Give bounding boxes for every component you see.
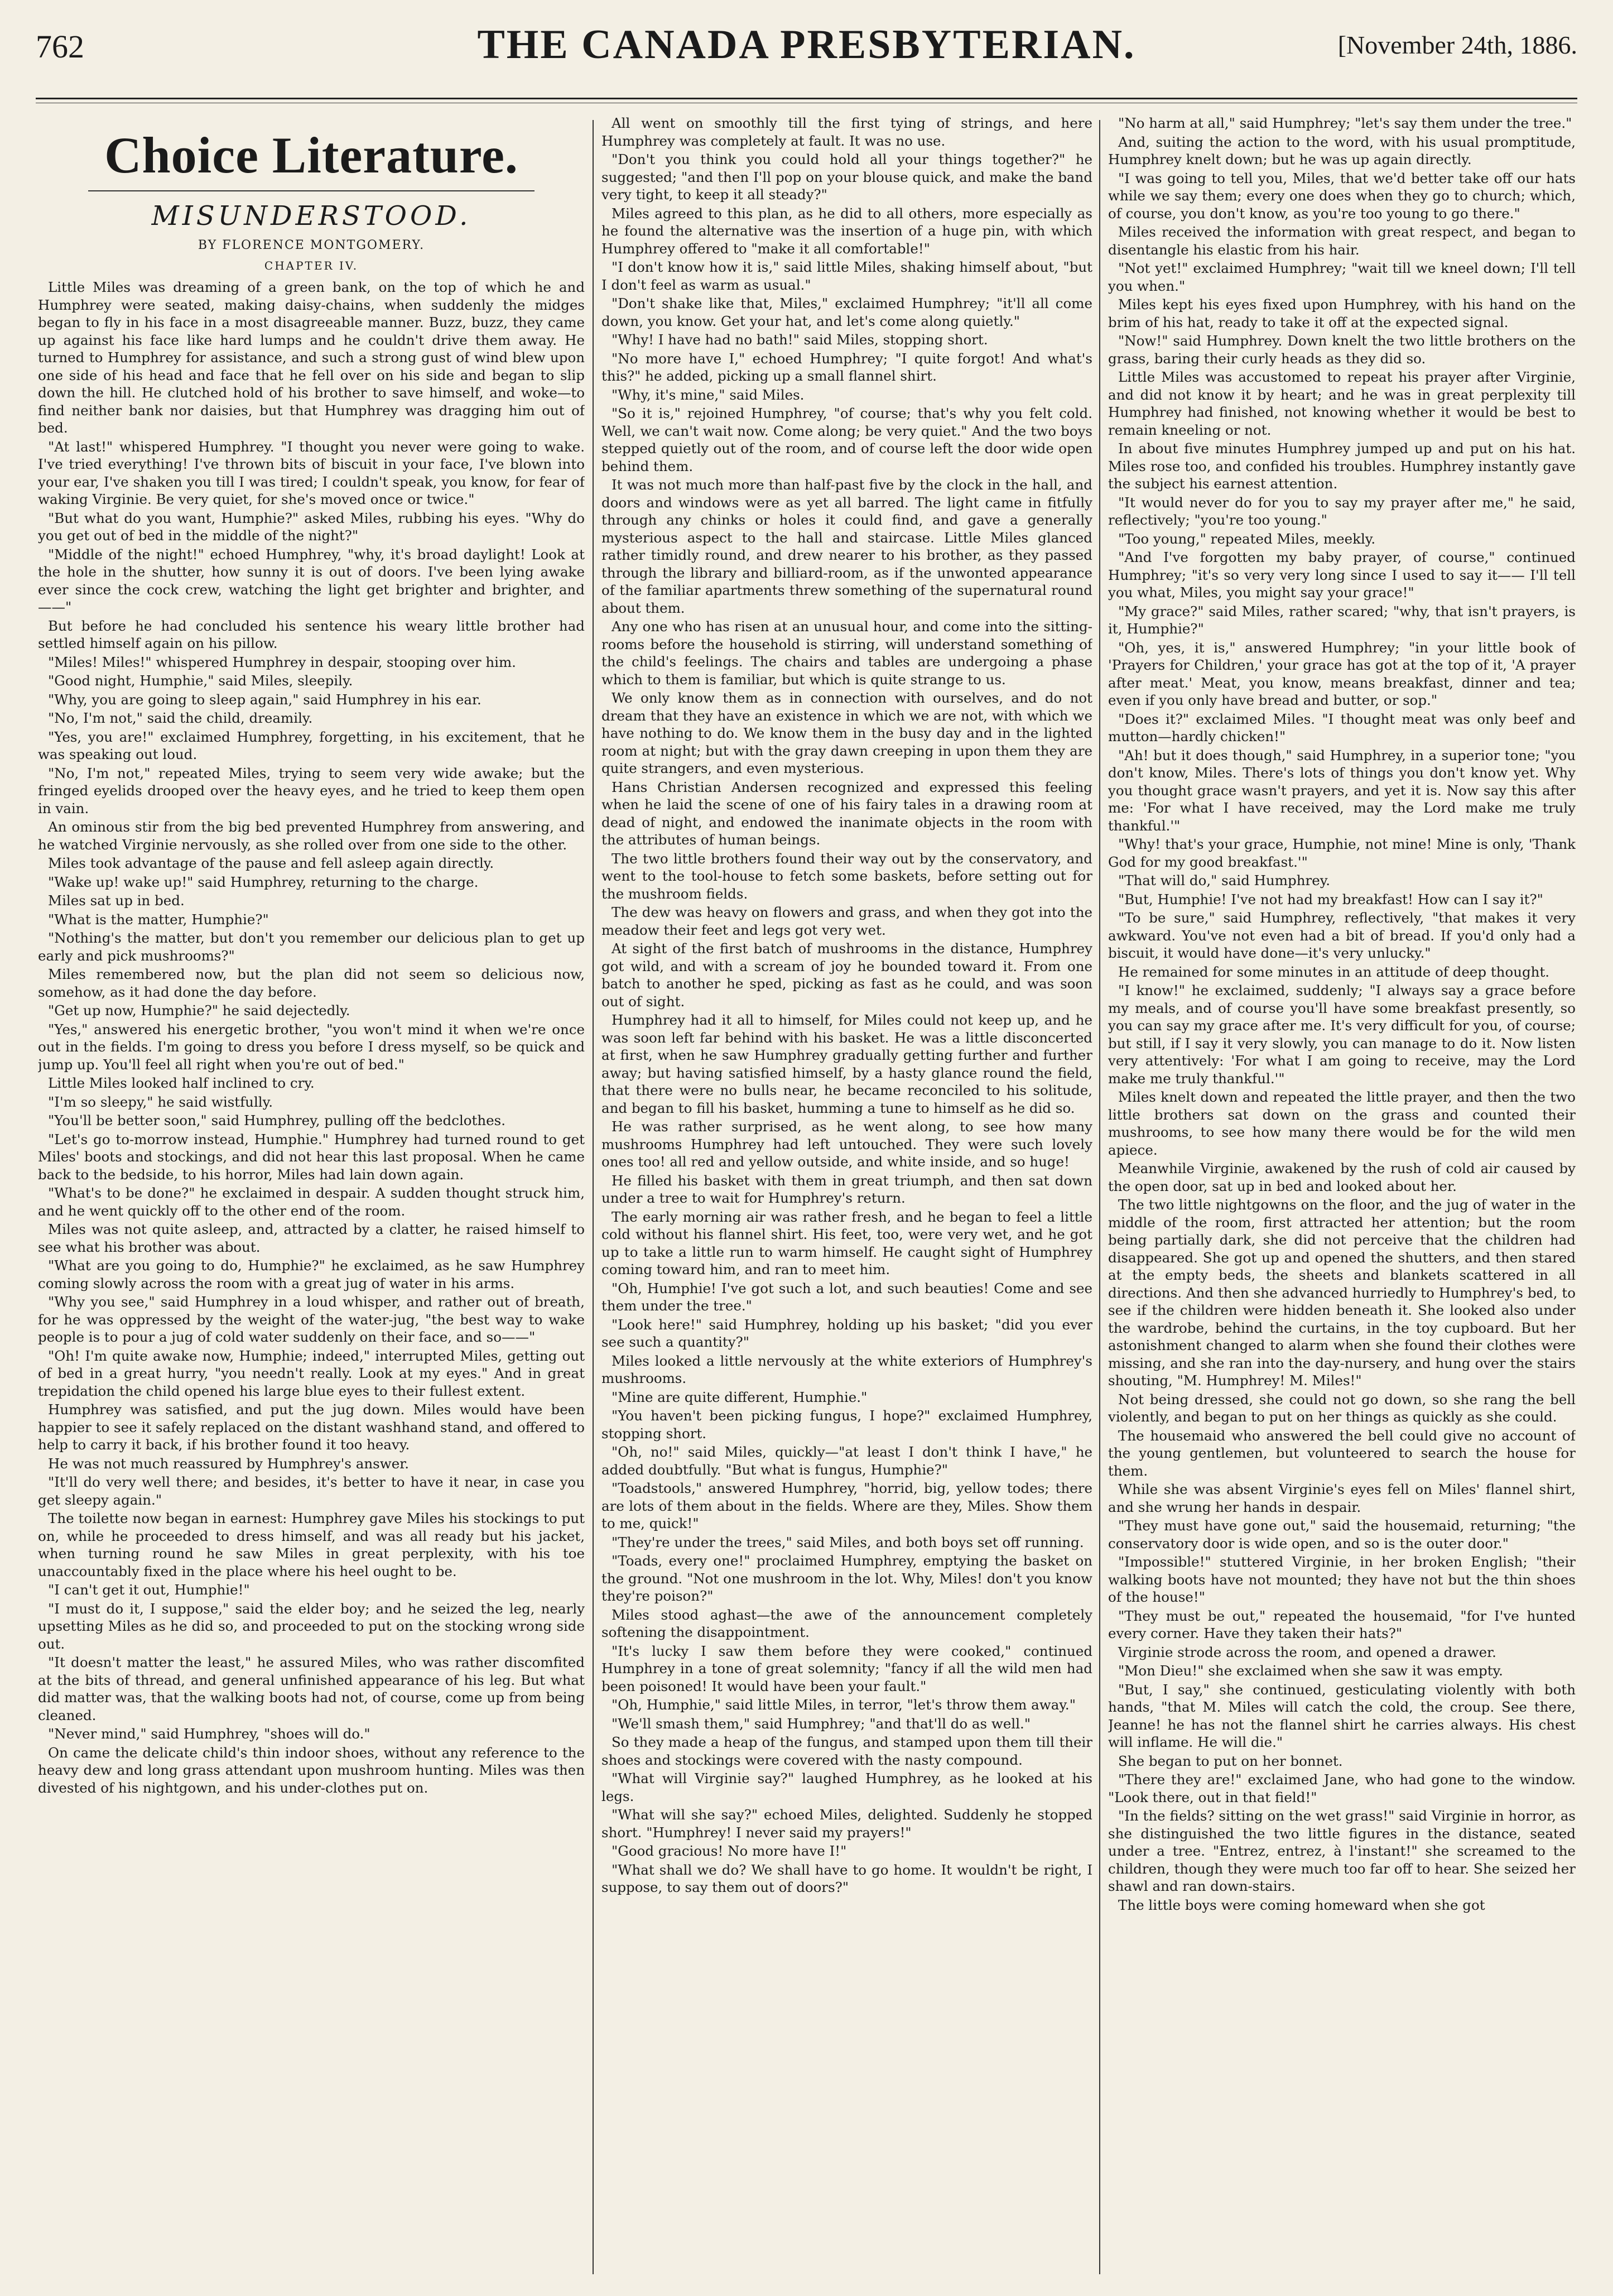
paragraph: He was rather surprised, as he went along, to see how many mushrooms Humphrey had left untouched. They were such lovely ones too! all red and yellow outside, and white inside, and so huge!	[601, 1118, 1092, 1170]
paragraph: "No more have I," echoed Humphrey; "I quite forgot! And what's this?" he added, picking up a small flannel shirt.	[601, 350, 1092, 384]
paragraph: Miles looked a little nervously at the white exteriors of Humphrey's mushrooms.	[601, 1352, 1092, 1386]
paragraph: Miles stood aghast—the awe of the announcement completely softening the disappointment.	[601, 1606, 1092, 1640]
page-number: 762	[36, 28, 84, 65]
paragraph: Miles sat up in bed.	[48, 892, 185, 909]
paragraph: And, suiting the action to the word, with his usual promptitude, Humphrey knelt down; but he was up again directly.	[1108, 133, 1576, 167]
paragraph: The early morning air was rather fresh, and he began to feel a little cold without his flannel shirt. His feet, too, were very wet, and he got up to take a little run to warm himself. He caught sight of Humphrey coming toward him, and ran to meet him.	[601, 1208, 1092, 1277]
paragraph: The two little brothers found their way out by the conservatory, and went to the tool-house to fetch some baskets, before setting out for the mushroom fields.	[601, 850, 1092, 902]
issue-date: [November 24th, 1886.	[1337, 31, 1577, 59]
paragraph: But before he had concluded his sentence his weary little brother had settled himself again on his pillow.	[38, 617, 585, 651]
paragraph: "Impossible!" stuttered Virginie, in her broken English; "their walking boots have not mounted; they have not but the thin shoes of the house!"	[1108, 1554, 1576, 1605]
paragraph: "I'm so sleepy," he said wistfully.	[48, 1093, 273, 1110]
paragraph: "They must have gone out," said the housemaid, returning; "the conservatory door is wide open, and so is the outer door."	[1108, 1517, 1576, 1552]
column-3	[1108, 114, 1576, 2280]
paragraph: In about five minutes Humphrey jumped up and put on his hat. Miles rose too, and confided his troubles. Humphrey instantly gave the subject his earnest attention.	[1108, 440, 1576, 492]
paragraph: "Too young," repeated Miles, meekly.	[1118, 530, 1376, 547]
paragraph: At sight of the first batch of mushrooms in the distance, Humphrey got wild, and with a scream of joy he bounded toward it. From one batch to another he sped, picking as fast as he could, and was soon out of sight.	[601, 940, 1092, 1010]
chapter-heading: CHAPTER IV.	[264, 259, 359, 272]
paragraph: "I don't know how it is," said little Miles, shaking himself about, "but I don't feel as warm as usual."	[601, 259, 1092, 293]
column-divider	[1099, 120, 1100, 2274]
paragraph: "They're under the trees," said Miles, and both boys set off running.	[612, 1534, 1084, 1550]
paragraph: "In the fields? sitting on the wet grass!" said Virginie in horror, as she distinguished the two little figures in the distance, seated under a tree. "Entrez, entrez, à l'instant!" she screamed to the children, though they were much too far off to hear. She seized her shawl and ran down-stairs.	[1108, 1808, 1576, 1894]
paragraph: "Mine are quite different, Humphie."	[612, 1389, 868, 1405]
paragraph: "Why! that's your grace, Humphie, not mine! Mine is only, 'Thank God for my good breakfast.'"	[1108, 836, 1576, 870]
paragraph: "No harm at all," said Humphrey; "let's say them under the tree."	[1118, 115, 1572, 131]
paragraph: Miles remembered now, but the plan did not seem so delicious now, somehow, as it had done the day before.	[38, 966, 585, 1000]
byline: BY FLORENCE MONTGOMERY.	[198, 238, 425, 252]
column-2	[601, 114, 1092, 2280]
column-2-text	[601, 114, 1092, 1896]
paragraph: "It doesn't matter the least," he assured Miles, who was rather discomfited at the bits of thread, and general unfinished appearance of his leg. But what did matter was, that the walking boots had not, of course, come up from being cleaned.	[38, 1654, 585, 1723]
paragraph: He filled his basket with them in great triumph, and then sat down under a tree to wait for Humphrey's return.	[601, 1172, 1092, 1206]
paragraph: "It would never do for you to say my prayer after me," he said, reflectively; "you're too young."	[1108, 494, 1576, 528]
paragraph: "Oh! I'm quite awake now, Humphie; indeed," interrupted Miles, getting out of bed in a great hurry, "you needn't really. Look at my eyes." And in great trepidation the child opened his large blue eyes to their fullest extent.	[38, 1347, 585, 1399]
paragraph: "So it is," rejoined Humphrey, "of course; that's why you felt cold. Well, we can't wait now. Come along; be very quiet." And the two boys stepped quietly out of the room, and of course left the door wide open behind them.	[601, 405, 1092, 474]
paragraph: It was not much more than half-past five by the clock in the hall, and doors and windows were as yet all barred. The light came in fitfully through any chinks or holes it could find, and gave a generally mysterious aspect to the hall and staircase. Little Miles glanced rather timidly round, and drew nearer to his brother, as they passed through the library and billiard-room, as if the unwonted appearance of the familiar apartments threw something of the supernatural round about them.	[601, 477, 1092, 616]
paragraph: "There they are!" exclaimed Jane, who had gone to the window. "Look there, out in that field!"	[1108, 1771, 1576, 1805]
section-heading: Choice Literature.	[104, 127, 518, 184]
paragraph: Little Miles was accustomed to repeat his prayer after Virginie, and did not know it by heart; and he was in great perplexity till Humphrey had finished, not knowing whether it would be best to remain kneeling or not.	[1108, 369, 1576, 438]
paragraph: "Mon Dieu!" she exclaimed when she saw it was empty.	[1118, 1663, 1503, 1679]
paragraph: So they made a heap of the fungus, and stamped upon them till their shoes and stockings were covered with the nasty compound.	[601, 1734, 1092, 1768]
paragraph: The housemaid who answered the bell could give no account of the young gentlemen, but volunteered to search the house for them.	[1108, 1427, 1576, 1479]
paragraph: The dew was heavy on flowers and grass, and when they got into the meadow their feet and legs got very wet.	[601, 904, 1092, 938]
paragraph: "My grace?" said Miles, rather scared; "why, that isn't prayers, is it, Humphie?"	[1108, 603, 1576, 637]
newspaper-title: THE CANADA PRESBYTERIAN.	[477, 22, 1136, 68]
masthead	[36, 17, 1577, 100]
paragraph: "Does it?" exclaimed Miles. "I thought meat was only beef and mutton—hardly chicken!"	[1108, 710, 1576, 744]
paragraph: "Nothing's the matter, but don't you remember our delicious plan to get up early and pick mushrooms?"	[38, 930, 585, 964]
paragraph: "No, I'm not," repeated Miles, trying to seem very wide awake; but the fringed eyelids drooped over the heavy eyes, and he tried to keep them open in vain.	[38, 765, 585, 816]
paragraph: Miles took advantage of the pause and fell asleep again directly.	[48, 855, 494, 871]
paragraph: She began to put on her bonnet.	[1118, 1752, 1343, 1769]
paragraph: "Toadstools," answered Humphrey, "horrid, big, yellow todes; there are lots of them about in the fields. Where are they, Miles. Show them to me, quick!"	[601, 1480, 1092, 1531]
paragraph: "Oh, Humphie," said little Miles, in terror, "let's throw them away."	[612, 1697, 1076, 1713]
paragraph: "Good night, Humphie," said Miles, sleepily.	[48, 673, 353, 689]
paragraph: "I can't get it out, Humphie!"	[48, 1582, 250, 1598]
paragraph: Miles knelt down and repeated the little prayer, and then the two little brothers sat down on the grass and counted their mushrooms, to see how many there would be for the wild men apiece.	[1108, 1089, 1576, 1158]
paragraph: He was not much reassured by Humphrey's answer.	[48, 1455, 410, 1472]
paragraph: Any one who has risen at an unusual hour, and come into the sitting-rooms before the household is stirring, will understand something of the child's feelings. The chairs and tables are undergoing a phase which to them is familiar, but which is quite strange to us.	[601, 618, 1092, 688]
paragraph: "I must do it, I suppose," said the elder boy; and he seized the leg, nearly upsetting Miles as he did so, and proceeded to put on the stocking wrong side out.	[38, 1600, 585, 1652]
paragraph: "I know!" he exclaimed, suddenly; "I always say a grace before my meals, and of course you'll have some breakfast presently, so you can say my grace after me. It's very difficult for you, of course; but still, if I say it very slowly, you can manage to do it. Now listen very attentively: 'For what I am going to receive, may the Lord make me truly thankful.'"	[1108, 982, 1576, 1087]
paragraph: The toilette now began in earnest: Humphrey gave Miles his stockings to put on, while he proceeded to dress himself, and was all ready but his jacket, when turning round he saw Miles in great perplexity, with his toe unaccountably fixed in the place where his heel ought to be.	[38, 1510, 585, 1579]
paragraph: Virginie strode across the room, and opened a drawer.	[1118, 1644, 1496, 1660]
column-3-text	[1108, 114, 1576, 1914]
paragraph: Hans Christian Andersen recognized and expressed this feeling when he laid the scene of one of his fairy tales in a drawing room at dead of night, and endowed the inanimate objects in the room with the attributes of human beings.	[601, 779, 1092, 848]
paragraph: Miles received the information with great respect, and began to disentangle his elastic from his hair.	[1108, 224, 1576, 258]
paragraph: Not being dressed, she could not go down, so she rang the bell violently, and began to put on her things as quickly as she could.	[1108, 1391, 1576, 1425]
paragraph: "I was going to tell you, Miles, that we'd better take off our hats while we say them; every one does when they go to church; which, of course, you don't know, as you're too young to go there."	[1108, 170, 1576, 222]
paragraph: "Why! I have had no bath!" said Miles, stopping short.	[612, 332, 988, 348]
paragraph: An ominous stir from the big bed prevented Humphrey from answering, and he watched Virginie nervously, as she rolled over from one side to the other.	[38, 819, 585, 853]
masthead-rule	[36, 98, 1577, 99]
paragraph: "It'll do very well there; and besides, it's better to have it near, in case you get sleepy again."	[38, 1474, 585, 1508]
paragraph: "Ah! but it does though," said Humphrey, in a superior tone; "you don't know, Miles. There's lots of things you don't know yet. Why you thought grace wasn't prayers, and yet it is. Now say this after me: 'For what I have received, may the Lord make me truly thankful.'"	[1108, 747, 1576, 834]
paragraph: "At last!" whispered Humphrey. "I thought you never were going to wake. I've tried everything! I've thrown bits of biscuit in your face, I've blown into your ear, I've shaken you till I was tired; I couldn't speak, you know, for fear of waking Virginie. Be very quiet, for she's moved once or twice."	[38, 438, 585, 507]
column-1	[38, 114, 585, 2280]
paragraph: "What are you going to do, Humphie?" he exclaimed, as he saw Humphrey coming slowly across the room with a great jug of water in his arms.	[38, 1257, 585, 1291]
paragraph: "You'll be better soon," said Humphrey, pulling off the bedclothes.	[48, 1112, 506, 1128]
story-title: MISUNDERSTOOD.	[151, 200, 471, 232]
paragraph: "Why you see," said Humphrey in a loud whisper, and rather out of breath, for he was oppressed by the weight of the water-jug, "the best way to wake people is to pour a jug of cold water suddenly on their face, and so——"	[38, 1294, 585, 1345]
paragraph: "No, I'm not," said the child, dreamily.	[48, 710, 313, 726]
paragraph: "Not yet!" exclaimed Humphrey; "wait till we kneel down; I'll tell you when."	[1108, 260, 1576, 294]
paragraph: The little boys were coming homeward when she got	[1118, 1896, 1485, 1913]
paragraph: "What shall we do? We shall have to go home. It wouldn't be right, I suppose, to say them out of doors?"	[601, 1861, 1092, 1895]
paragraph: "But what do you want, Humphie?" asked Miles, rubbing his eyes. "Why do you get out of bed in the middle of the night?"	[38, 510, 585, 544]
paragraph: "Wake up! wake up!" said Humphrey, returning to the charge.	[48, 873, 479, 890]
paragraph: "What is the matter, Humphie?"	[48, 911, 269, 928]
paragraph: "Get up now, Humphie?" he said dejectedly.	[48, 1002, 350, 1019]
paragraph: "But, I say," she continued, gesticulating violently with both hands, "that M. Miles will catch the cold, the croup. See there, Jeanne! he has not the flannel shirt he carries always. His chest will inflame. He will die."	[1108, 1681, 1576, 1750]
paragraph: "That will do," said Humphrey.	[1118, 872, 1331, 888]
paragraph: Meanwhile Virginie, awakened by the rush of cold air caused by the open door, sat up in bed and looked about her.	[1108, 1160, 1576, 1194]
paragraph: We only know them as in connection with ourselves, and do not dream that they have an existence in which we are not, with which we have nothing to do. We know them in the busy day and in the lighted room at night; but with the gray dawn creeping in upon them they are quite strangers, and even mysterious.	[601, 690, 1092, 776]
paragraph: "They must be out," repeated the housemaid, "for I've hunted every corner. Have they taken their hats?"	[1108, 1607, 1576, 1641]
paragraph: "But, Humphie! I've not had my breakfast! How can I say it?"	[1118, 891, 1543, 907]
heading-rule	[88, 190, 535, 191]
paragraph: The two little nightgowns on the floor, and the jug of water in the middle of the room, first attracted her attention; but the room being partially dark, she did not perceive that the children had disappeared. She got up and opened the shutters, and then stared at the empty beds, the sheets and blankets scattered in all directions. And then she advanced hurriedly to Humphrey's bed, to see if the children were hidden beneath it. She looked also under the wardrobe, behind the curtains, in the toy cupboard. But her astonishment changed to alarm when she found their clothes were missing, and she ran into the day-nursery, and hung over the stairs shouting, "M. Humphrey! M. Miles!"	[1108, 1197, 1576, 1389]
paragraph: "You haven't been picking fungus, I hope?" exclaimed Humphrey, stopping short.	[601, 1408, 1092, 1442]
paragraph: "What will Virginie say?" laughed Humphrey, as he looked at his legs.	[601, 1770, 1092, 1804]
paragraph: "Never mind," said Humphrey, "shoes will do."	[48, 1726, 370, 1742]
paragraph: "Don't shake like that, Miles," exclaimed Humphrey; "it'll all come down, you know. Get your hat, and let's come along quietly."	[601, 295, 1092, 329]
paragraph: "Yes, you are!" exclaimed Humphrey, forgetting, in his excitement, that he was speaking out loud.	[38, 728, 585, 762]
column-1-text	[38, 278, 585, 1797]
paragraph: "What's to be done?" he exclaimed in despair. A sudden thought struck him, and he went quickly off to the other end of the room.	[38, 1185, 585, 1219]
column-divider	[593, 120, 594, 2274]
paragraph: "And I've forgotten my baby prayer, of course," continued Humphrey; "it's so very very long since I used to say it—— I'll tell you what, Miles, you might say your grace!"	[1108, 549, 1576, 601]
paragraph: While she was absent Virginie's eyes fell on Miles' flannel shirt, and she wrung her hands in despair.	[1108, 1481, 1576, 1515]
paragraph: "It's lucky I saw them before they were cooked," continued Humphrey in a tone of great solemnity; "fancy if all the wild men had been poisoned! It would have been your fault."	[601, 1642, 1092, 1694]
paragraph: "Miles! Miles!" whispered Humphrey in despair, stooping over him.	[48, 654, 516, 670]
paragraph: He remained for some minutes in an attitude of deep thought.	[1118, 963, 1550, 980]
paragraph: "Why, it's mine," said Miles.	[612, 386, 805, 403]
paragraph: "Yes," answered his energetic brother, "you won't mind it when we're once out in the fields. I'm going to dress you before I dress myself, so be quick and jump up. You'll feel all right when you're out of bed."	[38, 1021, 585, 1073]
paragraph: Humphrey had it all to himself, for Miles could not keep up, and he was soon left far behind with his basket. He was a little disconcerted at first, when he saw Humphrey gradually getting further and further away; but having satisfied himself, by a hasty glance round the field, that there were no bulls near, he became reconciled to his solitude, and began to fill his basket, humming a tune to himself as he did so.	[601, 1012, 1092, 1116]
paragraph: "To be sure," said Humphrey, reflectively, "that makes it very awkward. You've not even had a bit of bread. If you'd only had a biscuit, it would have done—it's very unlucky."	[1108, 910, 1576, 961]
paragraph: On came the delicate child's thin indoor shoes, without any reference to the heavy dew and long grass attendant upon mushroom hunting. Miles was then divested of his nightgown, and his under-clothes put on.	[38, 1744, 585, 1796]
paragraph: "Look here!" said Humphrey, holding up his basket; "did you ever see such a quantity?"	[601, 1316, 1092, 1350]
paragraph: "We'll smash them," said Humphrey; "and that'll do as well."	[612, 1715, 1031, 1732]
paragraph: "What will she say?" echoed Miles, delighted. Suddenly he stopped short. "Humphrey! I never said my prayers!"	[601, 1807, 1092, 1841]
paragraph: Humphrey was satisfied, and put the jug down. Miles would have been happier to see it safely replaced on the distant washhand stand, and offered to help to carry it back, if his brother found it too heavy.	[38, 1401, 585, 1453]
paragraph: "Toads, every one!" proclaimed Humphrey, emptying the basket on the ground. "Not one mushroom in the lot. Why, Miles! don't you know they're poison?"	[601, 1553, 1092, 1604]
paragraph: "Why, you are going to sleep again," said Humphrey in his ear.	[48, 691, 482, 708]
paragraph: "Good gracious! No more have I!"	[612, 1843, 847, 1859]
paragraph: "Now!" said Humphrey. Down knelt the two little brothers on the grass, baring their curly heads as they did so.	[1108, 333, 1576, 367]
paragraph: "Oh, Humphie! I've got such a lot, and such beauties! Come and see them under the tree."	[601, 1280, 1092, 1314]
paragraph: All went on smoothly till the first tying of strings, and here Humphrey was completely at fault. It was no use.	[601, 115, 1092, 149]
paragraph: Miles agreed to this plan, as he did to all others, more especially as he found the alternative was the insertion of a huge pin, with which Humphrey offered to "make it all comfortable!"	[601, 205, 1092, 257]
paragraph: Miles was not quite asleep, and, attracted by a clatter, he raised himself to see what his brother was about.	[38, 1221, 585, 1255]
paragraph: Little Miles was dreaming of a green bank, on the top of which he and Humphrey were seated, making daisy-chains, when suddenly the midges began to fly in his face in a most disagreeable manner. Buzz, buzz, they came up against his face like hard lumps and he couldn't drive them away. He turned to Humphrey for assistance, and such a strong gust of wind blew upon one side of his head and face that he fell over on his side and began to slip down the hill. He clutched hold of his brother to save himself, and woke—to find neither bank nor daisies, but that Humphrey was dragging him out of bed.	[38, 279, 585, 436]
paragraph: "Let's go to-morrow instead, Humphie." Humphrey had turned round to get Miles' boots and stockings, and did not hear this last proposal. When he came back to the bedside, to his horror, Miles had lain down again.	[38, 1131, 585, 1183]
paragraph: Little Miles looked half inclined to cry.	[48, 1075, 315, 1091]
paragraph: "Oh, no!" said Miles, quickly—"at least I don't think I have," he added doubtfully. "But what is fungus, Humphie?"	[601, 1444, 1092, 1478]
paragraph: "Don't you think you could hold all your things together?" he suggested; "and then I'll pop on your blouse quick, and make the band very tight, to keep it all steady?"	[601, 151, 1092, 203]
paragraph: "Oh, yes, it is," answered Humphrey; "in your little book of 'Prayers for Children,' your grace has got at the top of it, 'A prayer after meat.' Meat, you know, means breakfast, dinner and tea; even if you only have bread and butter, or sop."	[1108, 639, 1576, 708]
paragraph: Miles kept his eyes fixed upon Humphrey, with his hand on the brim of his hat, ready to take it off at the expected signal.	[1108, 296, 1576, 330]
paragraph: "Middle of the night!" echoed Humphrey, "why, it's broad daylight! Look at the hole in the shutter, how sunny it is out of doors. I've been lying awake ever since the cock crew, watching the light get brighter and brighter, and——"	[38, 546, 585, 615]
